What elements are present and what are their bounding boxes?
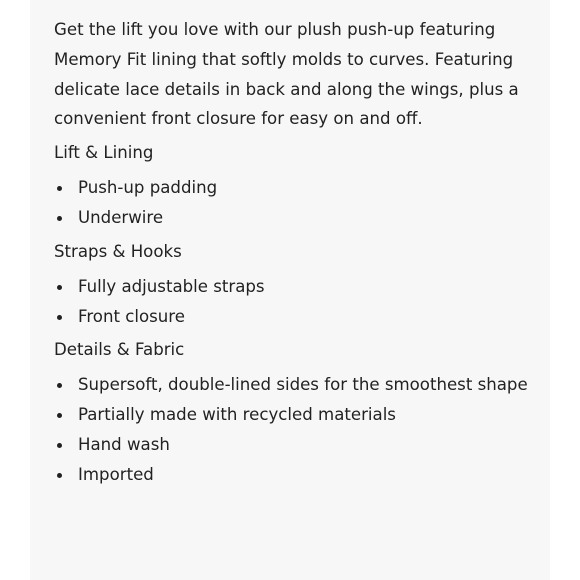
list-item-text: Partially made with recycled materials bbox=[78, 405, 396, 425]
list-item bbox=[54, 460, 528, 490]
section-straps-hooks bbox=[54, 237, 550, 332]
list-item-text: Underwire bbox=[78, 207, 164, 227]
section-title: Straps & Hooks bbox=[54, 241, 182, 261]
list-item bbox=[54, 430, 528, 460]
list-item-text: Supersoft, double-lined sides for the smoothest shape bbox=[78, 375, 528, 395]
list-item-text: Push-up padding bbox=[78, 178, 218, 198]
list-item-text: Front closure bbox=[78, 306, 185, 326]
list-item bbox=[54, 400, 528, 430]
list-item bbox=[54, 173, 528, 203]
bullet-icon bbox=[57, 383, 62, 388]
bullet-icon bbox=[57, 315, 62, 320]
list-item bbox=[54, 302, 528, 332]
bullet-icon bbox=[57, 443, 62, 448]
list-item bbox=[54, 203, 528, 233]
list-item bbox=[54, 272, 528, 302]
feature-list bbox=[54, 272, 550, 332]
list-item bbox=[54, 370, 528, 400]
section-lift-lining bbox=[54, 138, 550, 233]
product-description-panel bbox=[30, 0, 550, 580]
list-item-text: Fully adjustable straps bbox=[78, 276, 265, 296]
section-title: Lift & Lining bbox=[54, 143, 154, 163]
list-item-text: Hand wash bbox=[78, 434, 170, 454]
section-title: Details & Fabric bbox=[54, 340, 185, 360]
section-details-fabric bbox=[54, 335, 550, 489]
bullet-icon bbox=[57, 413, 62, 418]
list-item-text: Imported bbox=[78, 464, 154, 484]
feature-list bbox=[54, 370, 550, 489]
bullet-icon bbox=[57, 186, 62, 191]
bullet-icon bbox=[57, 216, 62, 221]
bullet-icon bbox=[57, 285, 62, 290]
feature-list bbox=[54, 173, 550, 233]
product-description-intro: Get the lift you love with our plush push-up featuring Memory Fit lining that softly molds to curves. Featuring delicate lace details in back and along the wings, plus a convenient front closure for easy on and off. bbox=[54, 20, 519, 129]
bullet-icon bbox=[57, 473, 62, 478]
